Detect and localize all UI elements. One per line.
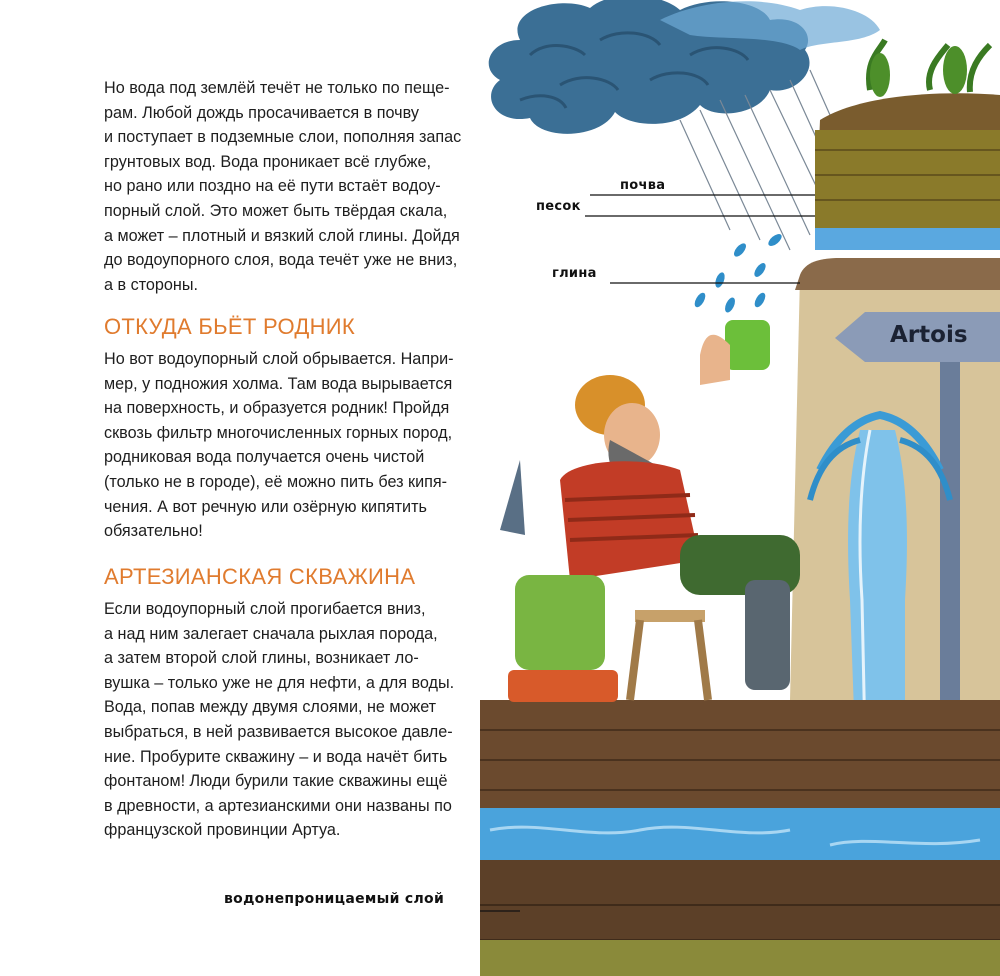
text-line: Вода, попав между двумя слоями, не может — [104, 698, 437, 717]
text-line: порный слой. Это может быть твёрдая скала, — [104, 201, 448, 220]
artois-sign-text: Artois — [890, 322, 968, 348]
text-line: французской провинции Артуа. — [104, 821, 341, 840]
spring-heading: ОТКУДА БЬЁТ РОДНИК — [104, 314, 356, 339]
text-line: сквозь фильтр многочисленных горных пород, — [104, 423, 453, 442]
rock-layers — [480, 700, 1000, 976]
text-line: а над ним залегает сначала рыхлая порода, — [104, 624, 438, 643]
text-line: в древности, а артезианскими они названы по — [104, 796, 452, 815]
text-line: мер, у подножия холма. Там вода вырывается — [104, 374, 453, 393]
soil-block — [815, 40, 1000, 250]
text-line: обязательно! — [104, 522, 203, 541]
text-line: Если водоупорный слой прогибается вниз, — [104, 600, 426, 618]
text-line: родниковая вода получается очень чистой — [104, 448, 425, 467]
clay-label: глина — [552, 266, 597, 281]
text-line: рам. Любой дождь просачивается в почву — [104, 103, 419, 122]
text-line: чения. А вот речную или озёрную кипятить — [104, 497, 427, 516]
intro-paragraph — [104, 76, 461, 297]
rain-cloud — [489, 0, 880, 134]
spring-paragraph — [104, 347, 454, 544]
text-line: на поверхность, и образуется родник! Пройдя — [104, 399, 450, 418]
text-line: грунтовых вод. Вода проникает всё глубже, — [104, 152, 431, 171]
artesian-paragraph — [104, 597, 454, 843]
text-line: Но вода под землёй течёт не только по пеще- — [104, 79, 450, 97]
text-line: выбраться, в ней развивается высокое давле- — [104, 722, 453, 741]
soil-label: почва — [620, 178, 666, 193]
sand-label: песок — [536, 199, 581, 214]
text-line: до водоупорного слоя, вода течёт уже не вниз, — [104, 251, 458, 270]
man-with-mug — [500, 320, 800, 702]
text-line: фонтаном! Люди бурили такие скважины ещё — [104, 772, 448, 791]
text-line: Но вот водоупорный слой обрывается. Напри- — [104, 350, 454, 368]
artesian-heading: АРТЕЗИАНСКАЯ СКВАЖИНА — [104, 564, 416, 589]
text-line: но рано или поздно на её пути встаёт водоу- — [104, 177, 441, 196]
text-line: а может – плотный и вязкий слой глины. Дойдя — [104, 226, 460, 245]
text-line: и поступает в подземные слои, пополняя запас — [104, 128, 462, 147]
text-line: а в стороны. — [104, 275, 199, 294]
groundwater-illustration — [480, 0, 1000, 976]
text-line: (только не в городе), её можно пить без кипя- — [104, 472, 448, 491]
text-line: ние. Пробурите скважину – и вода начёт бить — [104, 747, 448, 766]
text-line: а затем второй слой глины, возникает ло- — [104, 649, 419, 668]
text-line: вушка – только уже не для нефти, а для воды. — [104, 673, 455, 692]
impermeable-layer-label: водонепроницаемый слой — [224, 891, 445, 907]
